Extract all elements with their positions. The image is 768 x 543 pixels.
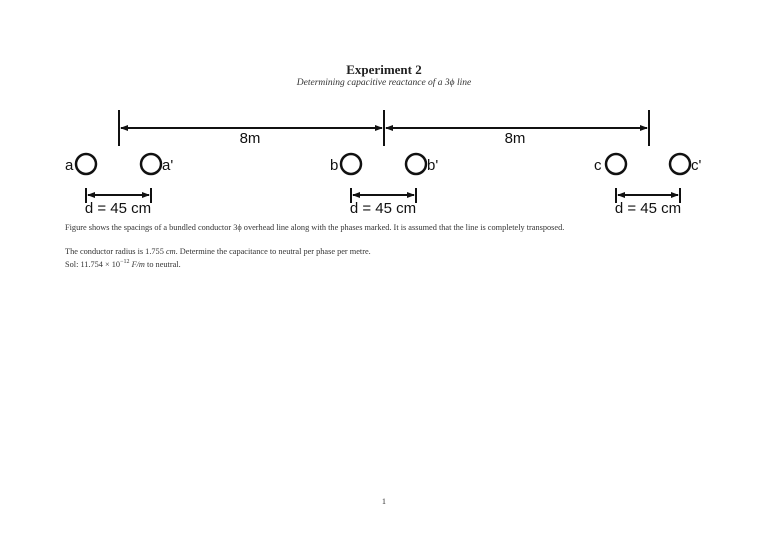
bundle-spacing-label-c: d = 45 cm bbox=[614, 200, 682, 217]
spacing-label-ab: 8m bbox=[239, 130, 261, 147]
page-subtitle: Determining capacitive reactance of a 3ϕ line bbox=[296, 78, 472, 88]
bundle-spacing-label-a: d = 45 cm bbox=[84, 200, 152, 217]
conductor-b bbox=[341, 154, 361, 174]
sol-suffix: to neutral. bbox=[144, 259, 181, 269]
problem-unit: cm bbox=[165, 247, 176, 256]
figure-caption: Figure shows the spacings of a bundled conductor 3ϕ overhead line along with the phases marked. It is assumed that the line is completely transposed. bbox=[65, 223, 565, 232]
label-b-prime: b' bbox=[427, 157, 439, 174]
page-number: 1 bbox=[381, 497, 387, 506]
problem-suffix: . Determine the capacitance to neutral per phase per metre. bbox=[175, 247, 371, 256]
label-c: c bbox=[594, 157, 602, 174]
label-b: b bbox=[330, 157, 339, 174]
sol-unit: F/m bbox=[131, 259, 145, 269]
page-title: Experiment 2 bbox=[346, 62, 422, 77]
problem-statement bbox=[65, 247, 371, 256]
spacing-label-bc: 8m bbox=[504, 130, 526, 147]
bundle-spacing-label-b: d = 45 cm bbox=[349, 200, 417, 217]
problem-prefix: The conductor radius is 1.755 bbox=[65, 247, 166, 256]
solution-line bbox=[65, 259, 181, 269]
sol-prefix: Sol: 11.754 × 10 bbox=[65, 259, 121, 269]
label-c-prime: c' bbox=[691, 157, 702, 174]
label-a-prime: a' bbox=[162, 157, 174, 174]
conductor-a bbox=[76, 154, 96, 174]
conductor-b-prime bbox=[406, 154, 426, 174]
sol-exponent: −12 bbox=[120, 259, 130, 265]
conductor-c-prime bbox=[670, 154, 690, 174]
conductor-a-prime bbox=[141, 154, 161, 174]
conductor-c bbox=[606, 154, 626, 174]
label-a: a bbox=[65, 157, 74, 174]
